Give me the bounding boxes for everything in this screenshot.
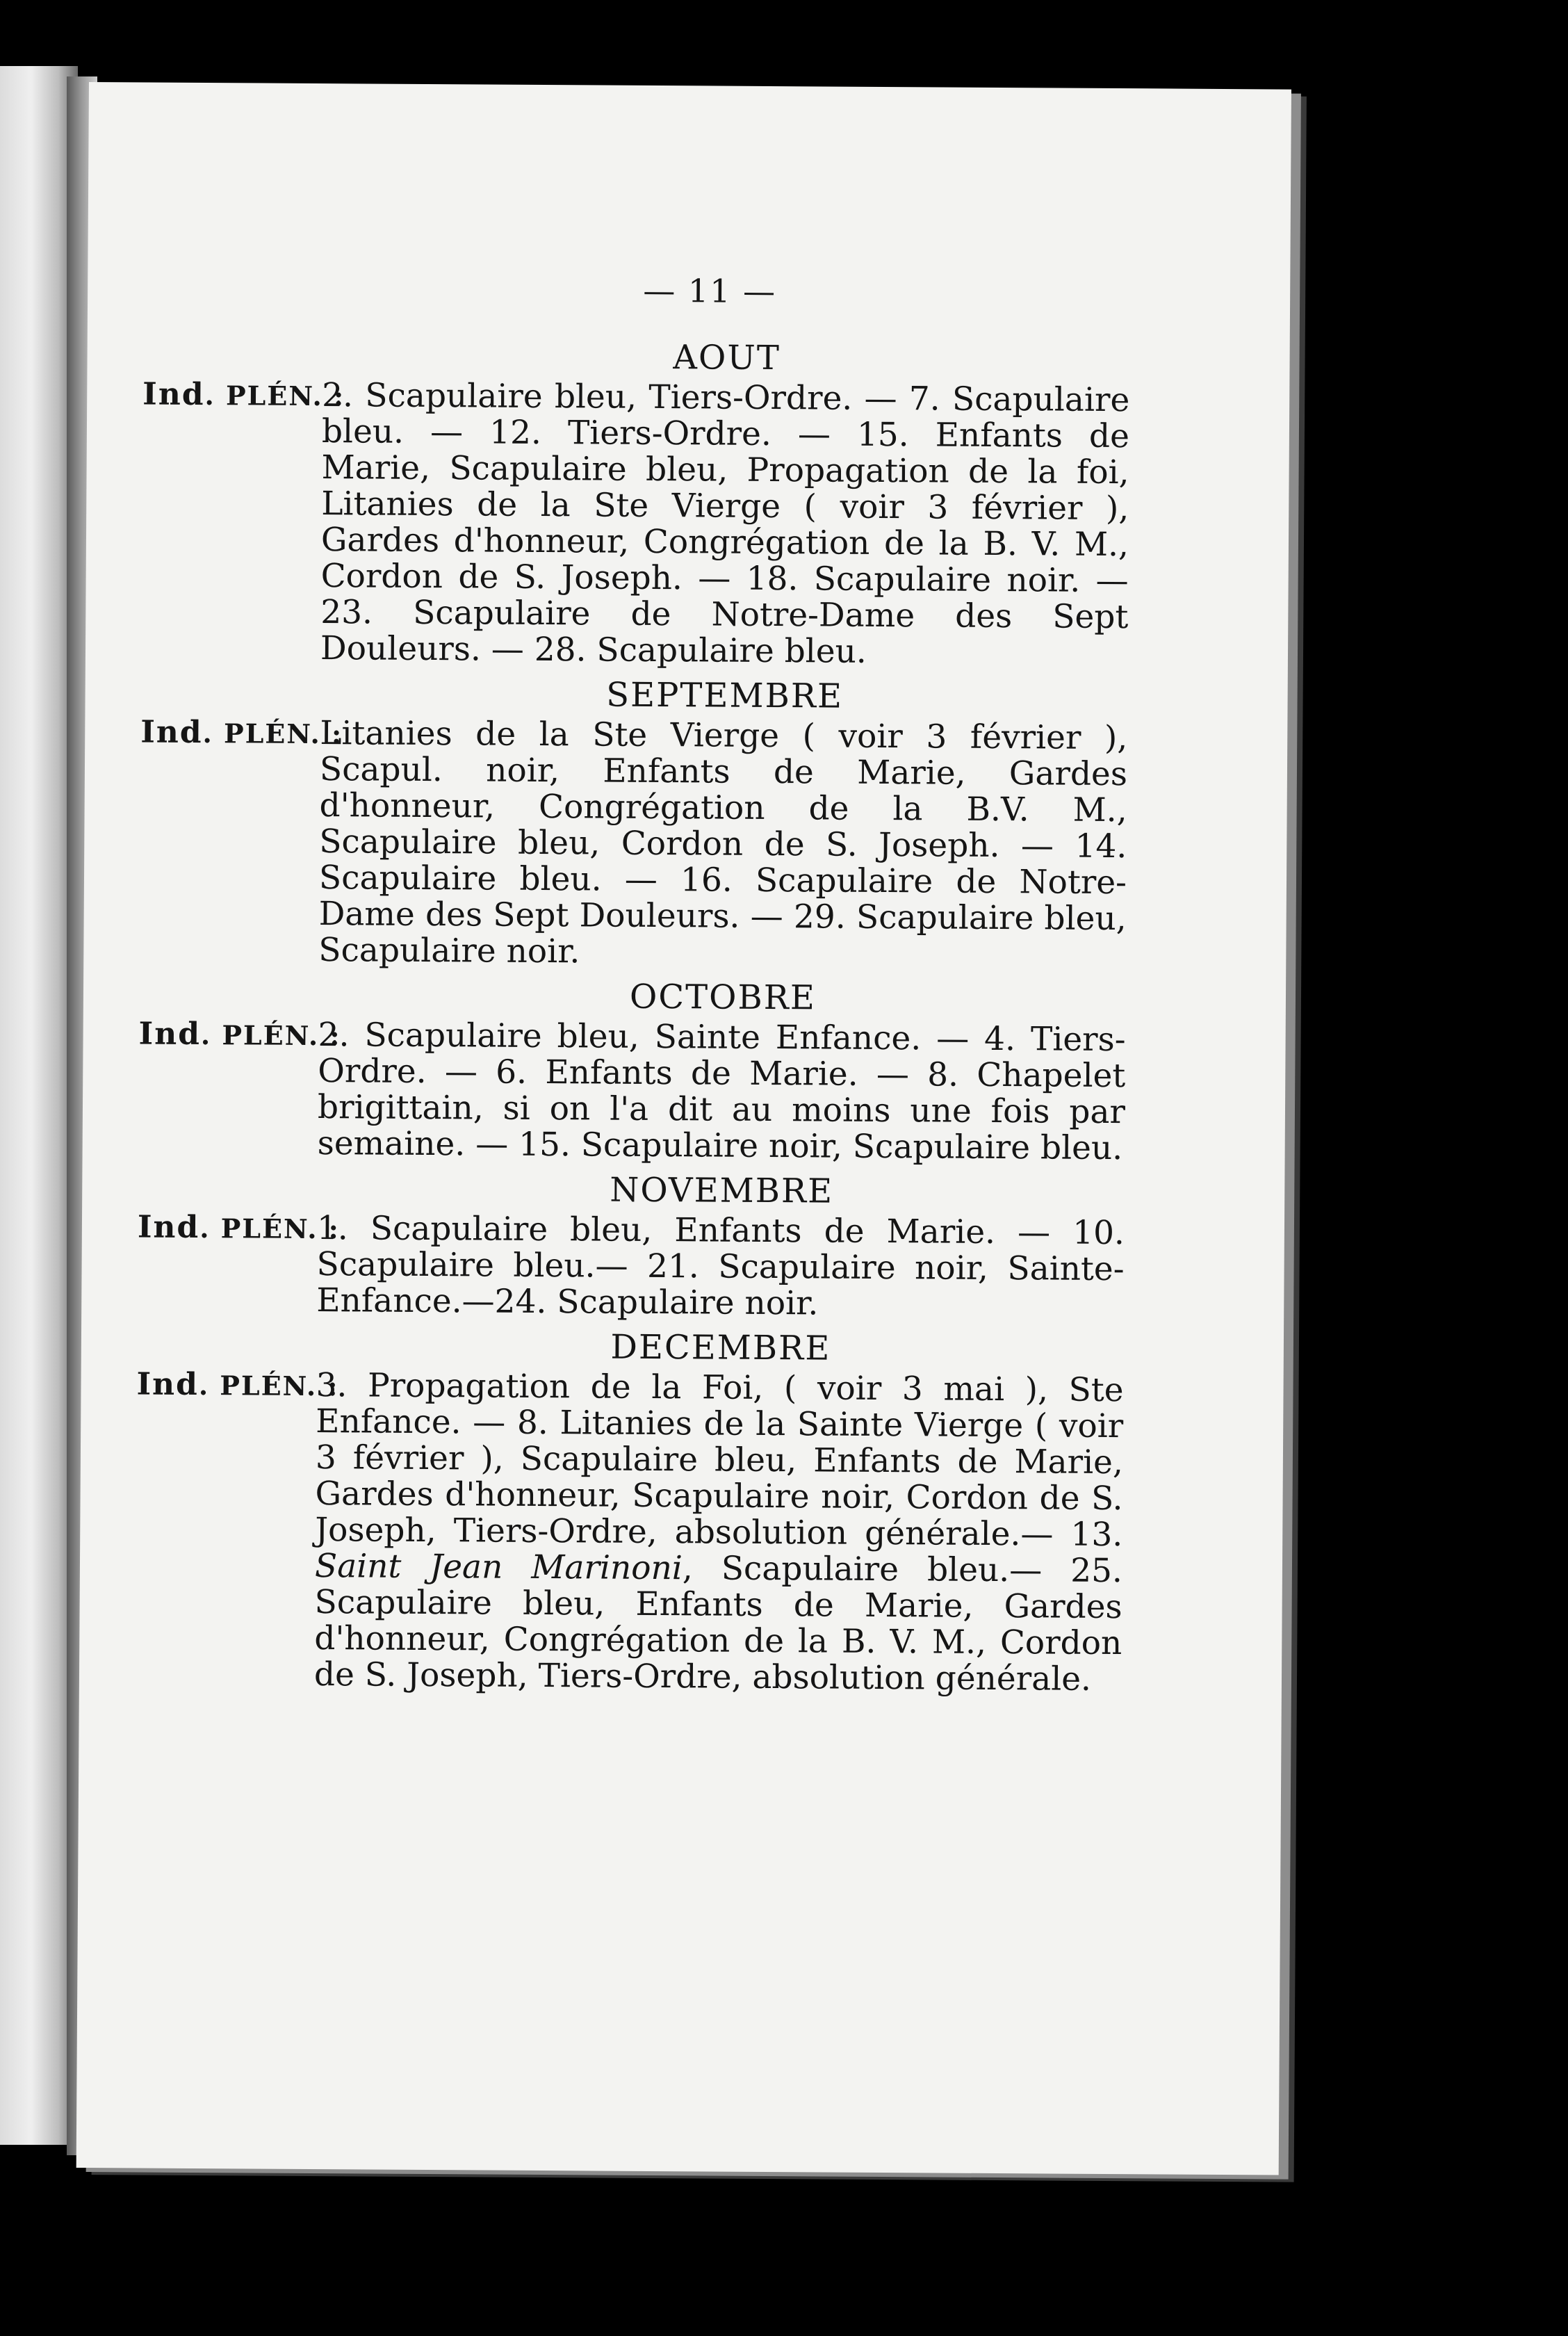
entry-text: 1. Scapulaire bleu, Enfants de Marie. — 10. Scapulaire bleu.— 21. Scapulaire noir, Sainte-Enfance.—24. Scapulaire noir. — [316, 1209, 1125, 1323]
entry-text: 3. Propagation de la Foi, ( voir 3 mai ), Ste Enfance. — 8. Litanies de la Sainte Vierge ( voir 3 février ), Scapulaire bleu, Enfants de Marie, Gardes d'honneur, Scapulaire noir, Cordon de S. Joseph, Tiers-Ordre, absolution générale.— 13. Saint Jean Marinoni, Scapulaire bleu.— 25. Scapulaire bleu, Enfants de Marie, Gardes d'honneur, Congrégation de la B. V. M., Cordon de S. Joseph, Tiers-Ordre, absolution générale. — [313, 1366, 1124, 1698]
indulgence-entry — [137, 1209, 1125, 1324]
page-number: — 11 — — [643, 271, 777, 311]
entry-text: 2. Scapulaire bleu, Sainte Enfance. — 4. Tiers-Ordre. — 6. Enfants de Marie. — 8. Chapelet brigittain, si on l'a dit au moins une fois par semaine. — 15. Scapulaire noir, Scapulaire bleu. — [317, 1016, 1126, 1168]
page-content — [135, 329, 1130, 1705]
month-heading-octobre: OCTOBRE — [629, 977, 817, 1018]
entry-label: Ind. PLÉN. : — [136, 1366, 339, 1402]
entry-label: Ind. PLÉN. : — [140, 714, 343, 751]
entry-text: Litanies de la Ste Vierge ( voir 3 février ), Scapul. noir, Enfants de Marie, Gardes d'honneur, Congrégation de la B.V. M., Scapulaire bleu, Cordon de S. Joseph. — 14. Scapulaire bleu. — 16. Scapulaire de Notre-Dame des Sept Douleurs. — 29. Scapulaire bleu, Scapulaire noir. — [318, 714, 1128, 971]
indulgence-entry — [135, 1366, 1124, 1698]
saint-name-italic: Saint Jean Marinoni — [314, 1547, 683, 1588]
entry-label: Ind. PLÉN. : — [137, 1209, 340, 1246]
month-heading-septembre: SEPTEMBRE — [606, 675, 844, 716]
indulgence-entry — [139, 714, 1127, 973]
month-heading-novembre: NOVEMBRE — [610, 1170, 834, 1211]
entry-text: 2. Scapulaire bleu, Tiers-Ordre. — 7. Scapulaire bleu. — 12. Tiers-Ordre. — 15. Enfants de Marie, Scapulaire bleu, Propagation de la foi, Litanies de la Ste Vierge ( voir 3 février ), Gardes d'honneur, Congrégation de la B. V. M., Cordon de S. Joseph. — 18. Scapulaire noir. — 23. Scapulaire de Notre-Dame des Sept Douleurs. — 28. Scapulaire bleu. — [320, 376, 1130, 671]
month-heading-decembre: DECEMBRE — [610, 1327, 831, 1368]
indulgence-entry — [138, 1016, 1126, 1167]
indulgence-entry — [141, 376, 1130, 672]
month-heading-aout: AOUT — [673, 338, 781, 378]
entry-label: Ind. PLÉN. : — [142, 376, 345, 413]
book-page — [76, 82, 1291, 2175]
entry-label: Ind. PLÉN. : — [138, 1016, 341, 1053]
